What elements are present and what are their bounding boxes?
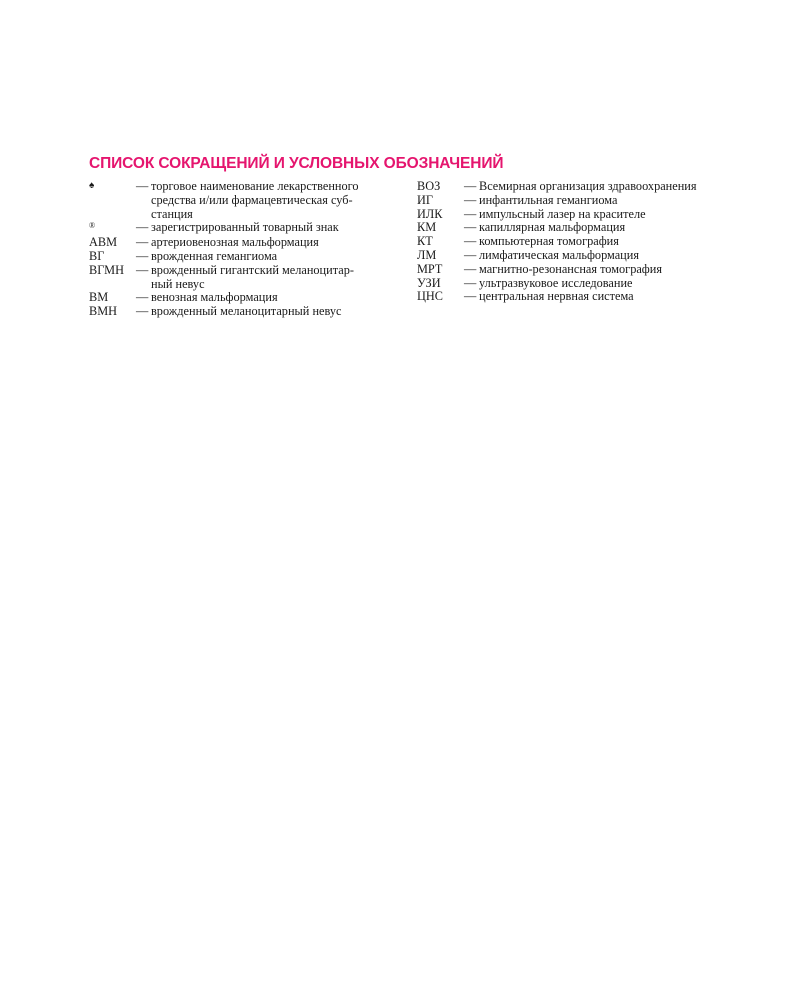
entry-dash: — [136,235,149,250]
abbreviation-list-left [89,180,399,319]
abbreviation-definition [151,291,399,305]
abbreviation-term: ВГМН [89,262,124,277]
abbreviation-definition [479,221,737,235]
definition-line: инфантильная гемангиома [479,192,618,207]
definition-line: импульсный лазер на красителе [479,206,646,221]
definition-line: торговое наименование лекарственного [151,179,359,193]
entry-dash: — [464,192,477,207]
abbreviation-entry [89,305,399,319]
abbreviation-entry [417,194,737,208]
definition-line: врожденная гемангиома [151,248,278,263]
abbreviation-entry [89,264,399,292]
abbreviation-term: ИГ [417,192,433,207]
abbreviation-definition [151,250,399,264]
entry-dash: — [136,262,149,277]
definition-line: средства и/или фармацевтическая суб- [151,192,353,207]
definition-line: Всемирная организация здравоохранения [479,179,697,193]
abbreviation-definition [479,180,737,194]
definition-line: центральная нервная система [479,289,634,304]
definition-line: магнитно-резонансная томография [479,261,663,276]
abbreviation-definition [151,305,399,319]
abbreviation-definition [479,194,737,208]
entry-dash: — [464,220,477,235]
entry-dash: — [464,179,477,193]
abbreviation-term: ВМ [89,290,109,305]
entry-dash: — [464,275,477,290]
entry-dash: — [136,220,149,235]
abbreviation-entry [417,263,737,277]
abbreviation-term: ЦНС [417,289,443,304]
abbreviation-entry [417,277,737,291]
abbreviation-entry [417,235,737,249]
section-heading: СПИСОК СОКРАЩЕНИЙ И УСЛОВНЫХ ОБОЗНАЧЕНИЙ [89,155,504,172]
abbreviation-definition [151,180,399,221]
entry-dash: — [464,206,477,221]
abbreviation-definition [151,264,399,292]
abbreviation-entry [89,250,399,264]
abbreviation-entry [417,208,737,222]
definition-line: компьютерная томография [479,234,619,249]
abbreviation-entry [89,221,399,236]
abbreviation-term: КТ [417,234,433,249]
abbreviation-definition [479,290,737,304]
abbreviation-term [89,180,136,195]
entry-dash: — [136,290,149,305]
definition-line: лимфатическая мальформация [479,247,640,262]
abbreviation-entry [417,290,737,304]
abbreviation-entry [89,236,399,250]
definition-line: зарегистрированный товарный знак [151,220,339,235]
abbreviation-term: АВМ [89,235,118,250]
abbreviation-entry [89,180,399,221]
entry-dash: — [464,247,477,262]
definition-line: венозная мальформация [151,290,278,305]
abbreviation-definition [151,221,399,235]
abbreviation-entry [417,180,737,194]
abbreviation-term: ВОЗ [417,179,441,193]
abbreviation-term: ЛМ [417,247,437,262]
abbreviation-entry [417,221,737,235]
abbreviation-term [89,221,136,236]
definition-line: станция [151,206,193,221]
abbreviation-definition [151,236,399,250]
trademark-drug-icon: ♠ [89,180,95,191]
abbreviation-term: УЗИ [417,275,441,290]
abbreviation-term: ВГ [89,248,105,263]
abbreviation-definition [479,277,737,291]
abbreviation-list-right [417,180,737,304]
definition-line: ный невус [151,276,205,291]
definition-line: ультразвуковое исследование [479,275,633,290]
abbreviation-definition [479,249,737,263]
entry-dash: — [464,289,477,304]
abbreviation-term: ВМН [89,304,118,319]
definition-line: врожденный гигантский меланоцитар- [151,262,354,277]
abbreviation-definition [479,208,737,222]
definition-line: врожденный меланоцитарный невус [151,304,342,319]
registered-trademark-icon: ® [89,221,96,231]
entry-dash: — [136,248,149,263]
entry-dash: — [136,304,149,319]
abbreviation-term: КМ [417,220,437,235]
abbreviation-term: МРТ [417,261,443,276]
abbreviation-term: ИЛК [417,206,443,221]
abbreviation-definition [479,263,737,277]
definition-line: артериовенозная мальформация [151,235,319,250]
entry-dash: — [136,179,149,193]
abbreviation-entry [89,291,399,305]
entry-dash: — [464,234,477,249]
abbreviation-definition [479,235,737,249]
abbreviation-entry [417,249,737,263]
definition-line: капиллярная мальформация [479,220,626,235]
entry-dash: — [464,261,477,276]
